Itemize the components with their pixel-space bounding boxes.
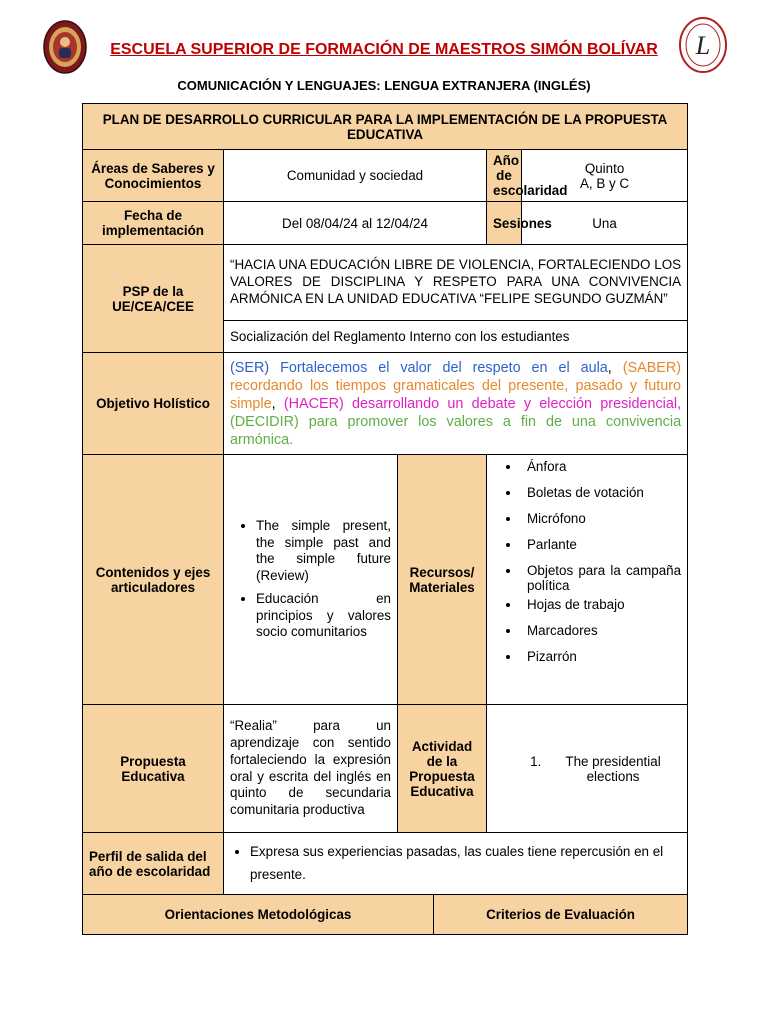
- contents-item: • The simple present, the simple past and the simple future (Review): [256, 518, 391, 585]
- areas-label: Áreas de Saberes y Conocimientos: [83, 150, 224, 202]
- objective-hacer: (HACER) desarrollando un debate y elección presidencial,: [283, 395, 682, 412]
- sessions-value: Una: [522, 202, 688, 245]
- areas-value: Comunidad y sociedad: [224, 150, 487, 202]
- objective-saber: (SABER) recordando los tiempos gramaticales del presente, pasado y futuro simple: [230, 359, 682, 412]
- proposal-label: Propuesta Educativa: [83, 705, 224, 833]
- psp-label: PSP de la UE/CEA/CEE: [83, 245, 224, 353]
- logo-letter: L: [695, 31, 711, 60]
- resource-item: • Micrófono: [521, 511, 681, 526]
- resource-item: • Hojas de trabajo: [521, 597, 681, 612]
- date-label: Fecha de implementación: [83, 202, 224, 245]
- date-value: Del 08/04/24 al 12/04/24: [224, 202, 487, 245]
- resource-item: • Parlante: [521, 537, 681, 552]
- activity-label: Actividad de la Propuesta Educativa: [398, 705, 487, 833]
- profile-label: Perfil de salida del año de escolaridad: [83, 833, 224, 895]
- objective-value: (SER) Fortalecemos el valor del respeto en el aula, (SABER) recordando los tiempos gramaticales del presente, pasado y futuro simple, (HACER) desarrollando un debate y elección presidencial, (DECIDIR) para promover los valores a fin de una convivencia armónica.: [224, 353, 688, 455]
- curricular-plan-table: [82, 103, 688, 935]
- psp-value: “HACIA UNA EDUCACIÓN LIBRE DE VIOLENCIA, FORTALECIENDO LOS VALORES DE DISCIPLINA Y RESPETO PARA UNA CONVIVENCIA ARMÓNICA EN LA UNIDAD EDUCATIVA “FELIPE SEGUNDO GUZMÁN”: [224, 245, 688, 321]
- resource-item: • Ánfora: [521, 459, 681, 474]
- plan-title: PLAN DE DESARROLLO CURRICULAR PARA LA IMPLEMENTACIÓN DE LA PROPUESTA EDUCATIVA: [83, 104, 688, 150]
- objective-decidir: (DECIDIR) para promover los valores a fin de una convivencia armónica.: [230, 413, 682, 448]
- year-value-grade: Quinto: [584, 160, 625, 176]
- school-title: ESCUELA SUPERIOR DE FORMACIÓN DE MAESTROS SIMÓN BOLÍVAR: [110, 41, 658, 58]
- contents-item: • Educación en principios y valores socio comunitarios: [256, 591, 391, 641]
- resource-item: • Pizarrón: [521, 649, 681, 664]
- resource-item: • Boletas de votación: [521, 485, 681, 500]
- subject-title: COMUNICACIÓN Y LENGUAJES: LENGUA EXTRANJERA (INGLÉS): [177, 78, 591, 93]
- resource-item: • Marcadores: [521, 623, 681, 638]
- contents-cell: [224, 455, 398, 705]
- contents-label: Contenidos y ejes articuladores: [83, 455, 224, 705]
- resources-label: Recursos/ Materiales: [398, 455, 487, 705]
- activity-cell: [487, 705, 688, 833]
- methodology-label: Orientaciones Metodológicas: [83, 895, 434, 935]
- activity-item: 1. The presidential elections: [545, 754, 681, 784]
- criteria-label: Criterios de Evaluación: [434, 895, 688, 935]
- profile-cell: [224, 833, 688, 895]
- year-value-sections: A, B y C: [579, 175, 630, 191]
- objective-ser: (SER) Fortalecemos el valor del respeto en el aula: [230, 359, 608, 376]
- profile-item: • Expresa sus experiencias pasadas, las cuales tiene repercusión en el presente.: [250, 841, 681, 887]
- resource-item: • Objetos para la campaña política: [521, 563, 681, 593]
- psp-activity: Socialización del Reglamento Interno con los estudiantes: [224, 321, 688, 353]
- year-label: Año de escolaridad: [487, 150, 522, 202]
- resources-cell: [487, 455, 688, 705]
- sessions-label: Sesiones: [487, 202, 522, 245]
- objective-label: Objetivo Holístico: [83, 353, 224, 455]
- proposal-value: “Realia” para un aprendizaje con sentido fortaleciendo la expresión oral y escrita del inglés en quinto de secundaria comunitaria productiva: [224, 705, 398, 833]
